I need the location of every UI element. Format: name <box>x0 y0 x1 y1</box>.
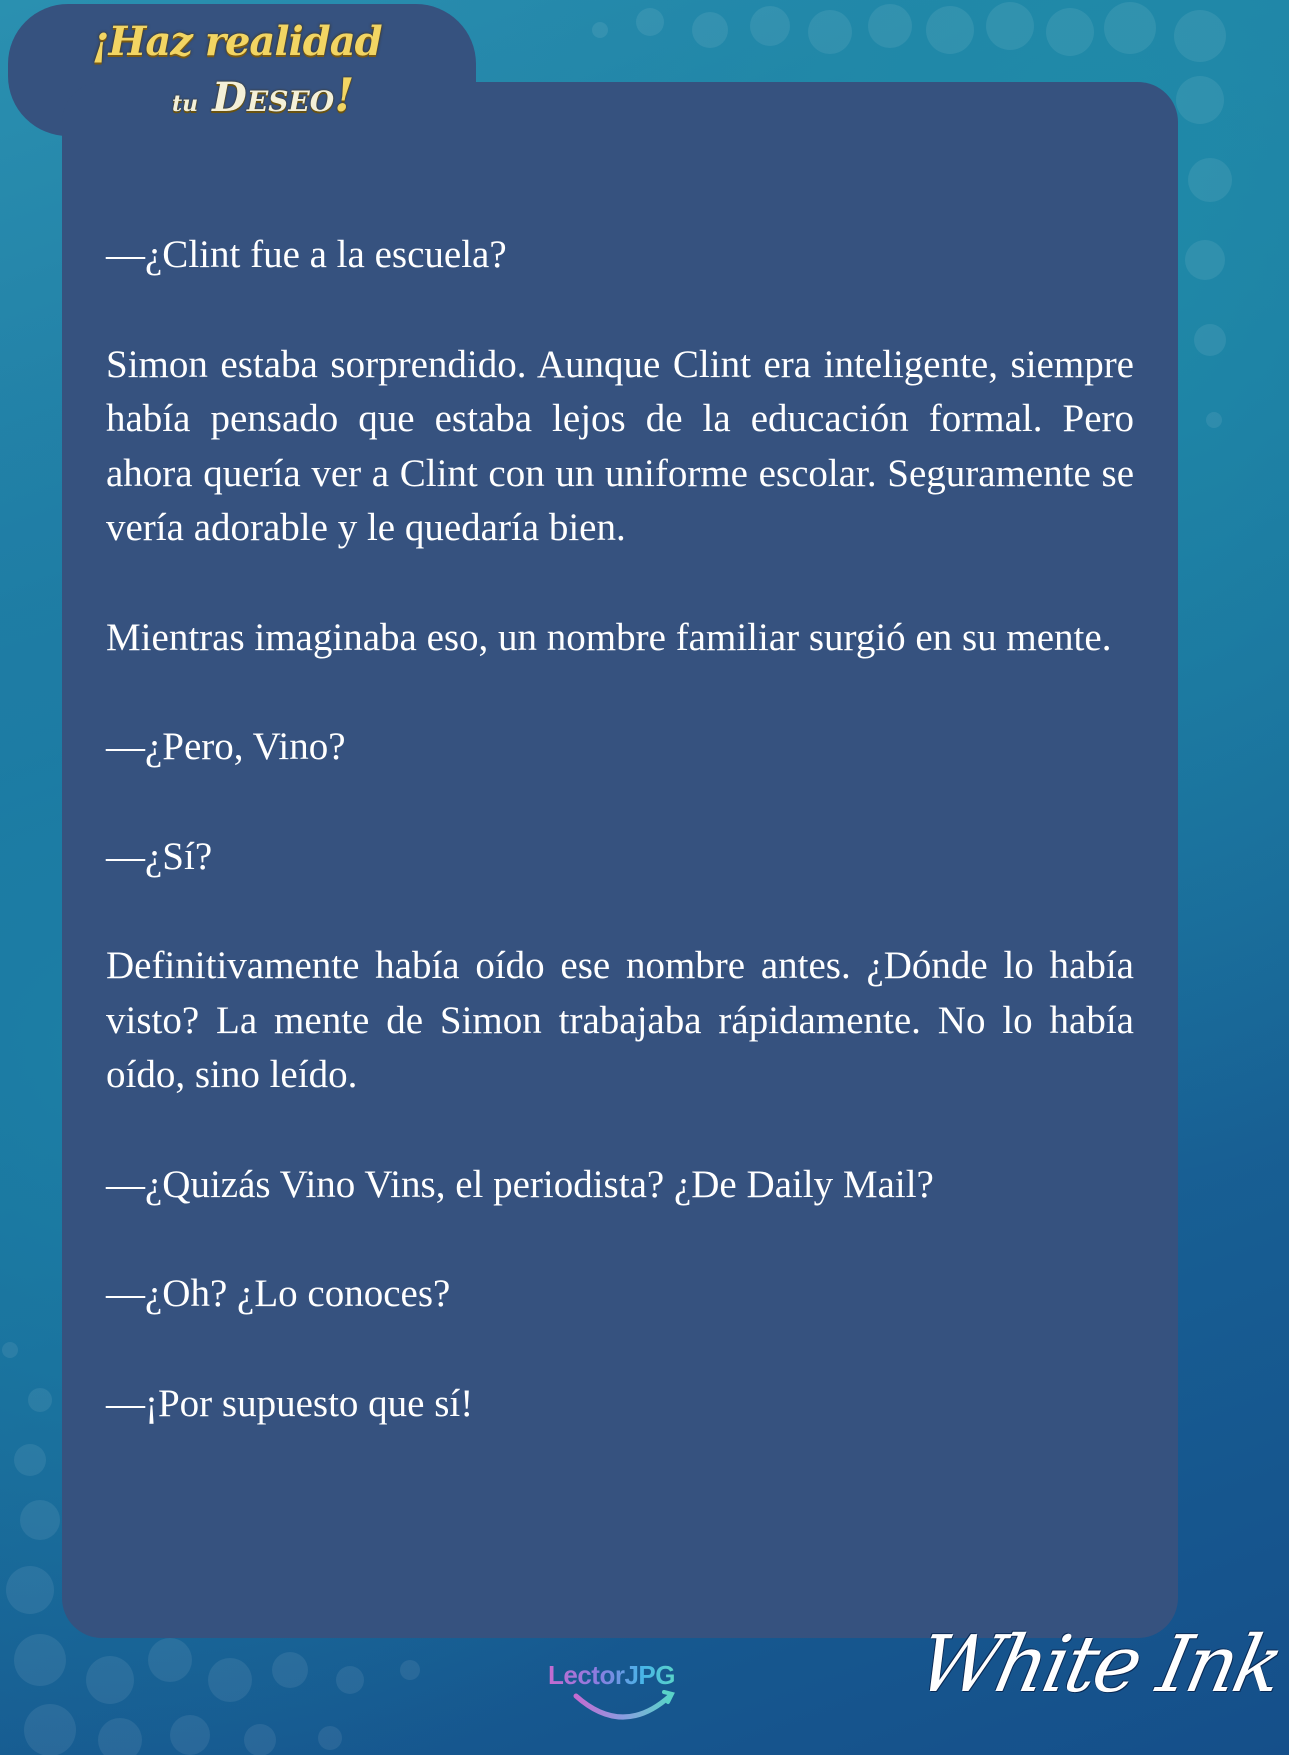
paragraph: —¿Pero, Vino? <box>106 725 346 768</box>
smile-arc-icon <box>568 1688 678 1728</box>
paragraph: —¿Quizás Vino Vins, el periodista? ¿De Daily Mail? <box>106 1162 934 1206</box>
paragraph: —¿Sí? <box>106 834 213 878</box>
white-ink-signature <box>910 1610 1289 1740</box>
paragraph: —¿Oh? ¿Lo conoces? <box>106 1272 451 1315</box>
logo-line1: ¡Haz realidad <box>92 18 382 65</box>
paragraph: —¡Por supuesto que sí! <box>106 1381 474 1425</box>
story-text <box>106 228 1134 1486</box>
logo-line2-end: ! <box>334 68 355 122</box>
logo-line2 <box>172 68 354 122</box>
lectorjpg-watermark <box>548 1660 698 1730</box>
paragraph: —¿Clint fue a la escuela? <box>106 233 507 276</box>
watermark-text: LectorJPG <box>548 1660 675 1690</box>
logo-line2-small: tu <box>172 91 199 117</box>
signature-text: White Ink <box>910 1620 1289 1710</box>
paragraph: Simon estaba sorprendido. Aunque Clint era inteligente, siempre había pensado que estaba lejos de la educación formal. Pero ahora quería ver a Clint con un uniforme escolar. Seguramente se vería adorable y le quedaría bien. <box>106 342 1134 549</box>
logo <box>92 18 392 128</box>
paragraph: Mientras imaginaba eso, un nombre familiar surgió en su mente. <box>106 615 1112 659</box>
logo-line2-big: Deseo <box>212 74 335 121</box>
paragraph: Definitivamente había oído ese nombre antes. ¿Dónde lo había visto? La mente de Simon trabajaba rápidamente. No lo había oído, sino leído. <box>106 944 1134 1096</box>
